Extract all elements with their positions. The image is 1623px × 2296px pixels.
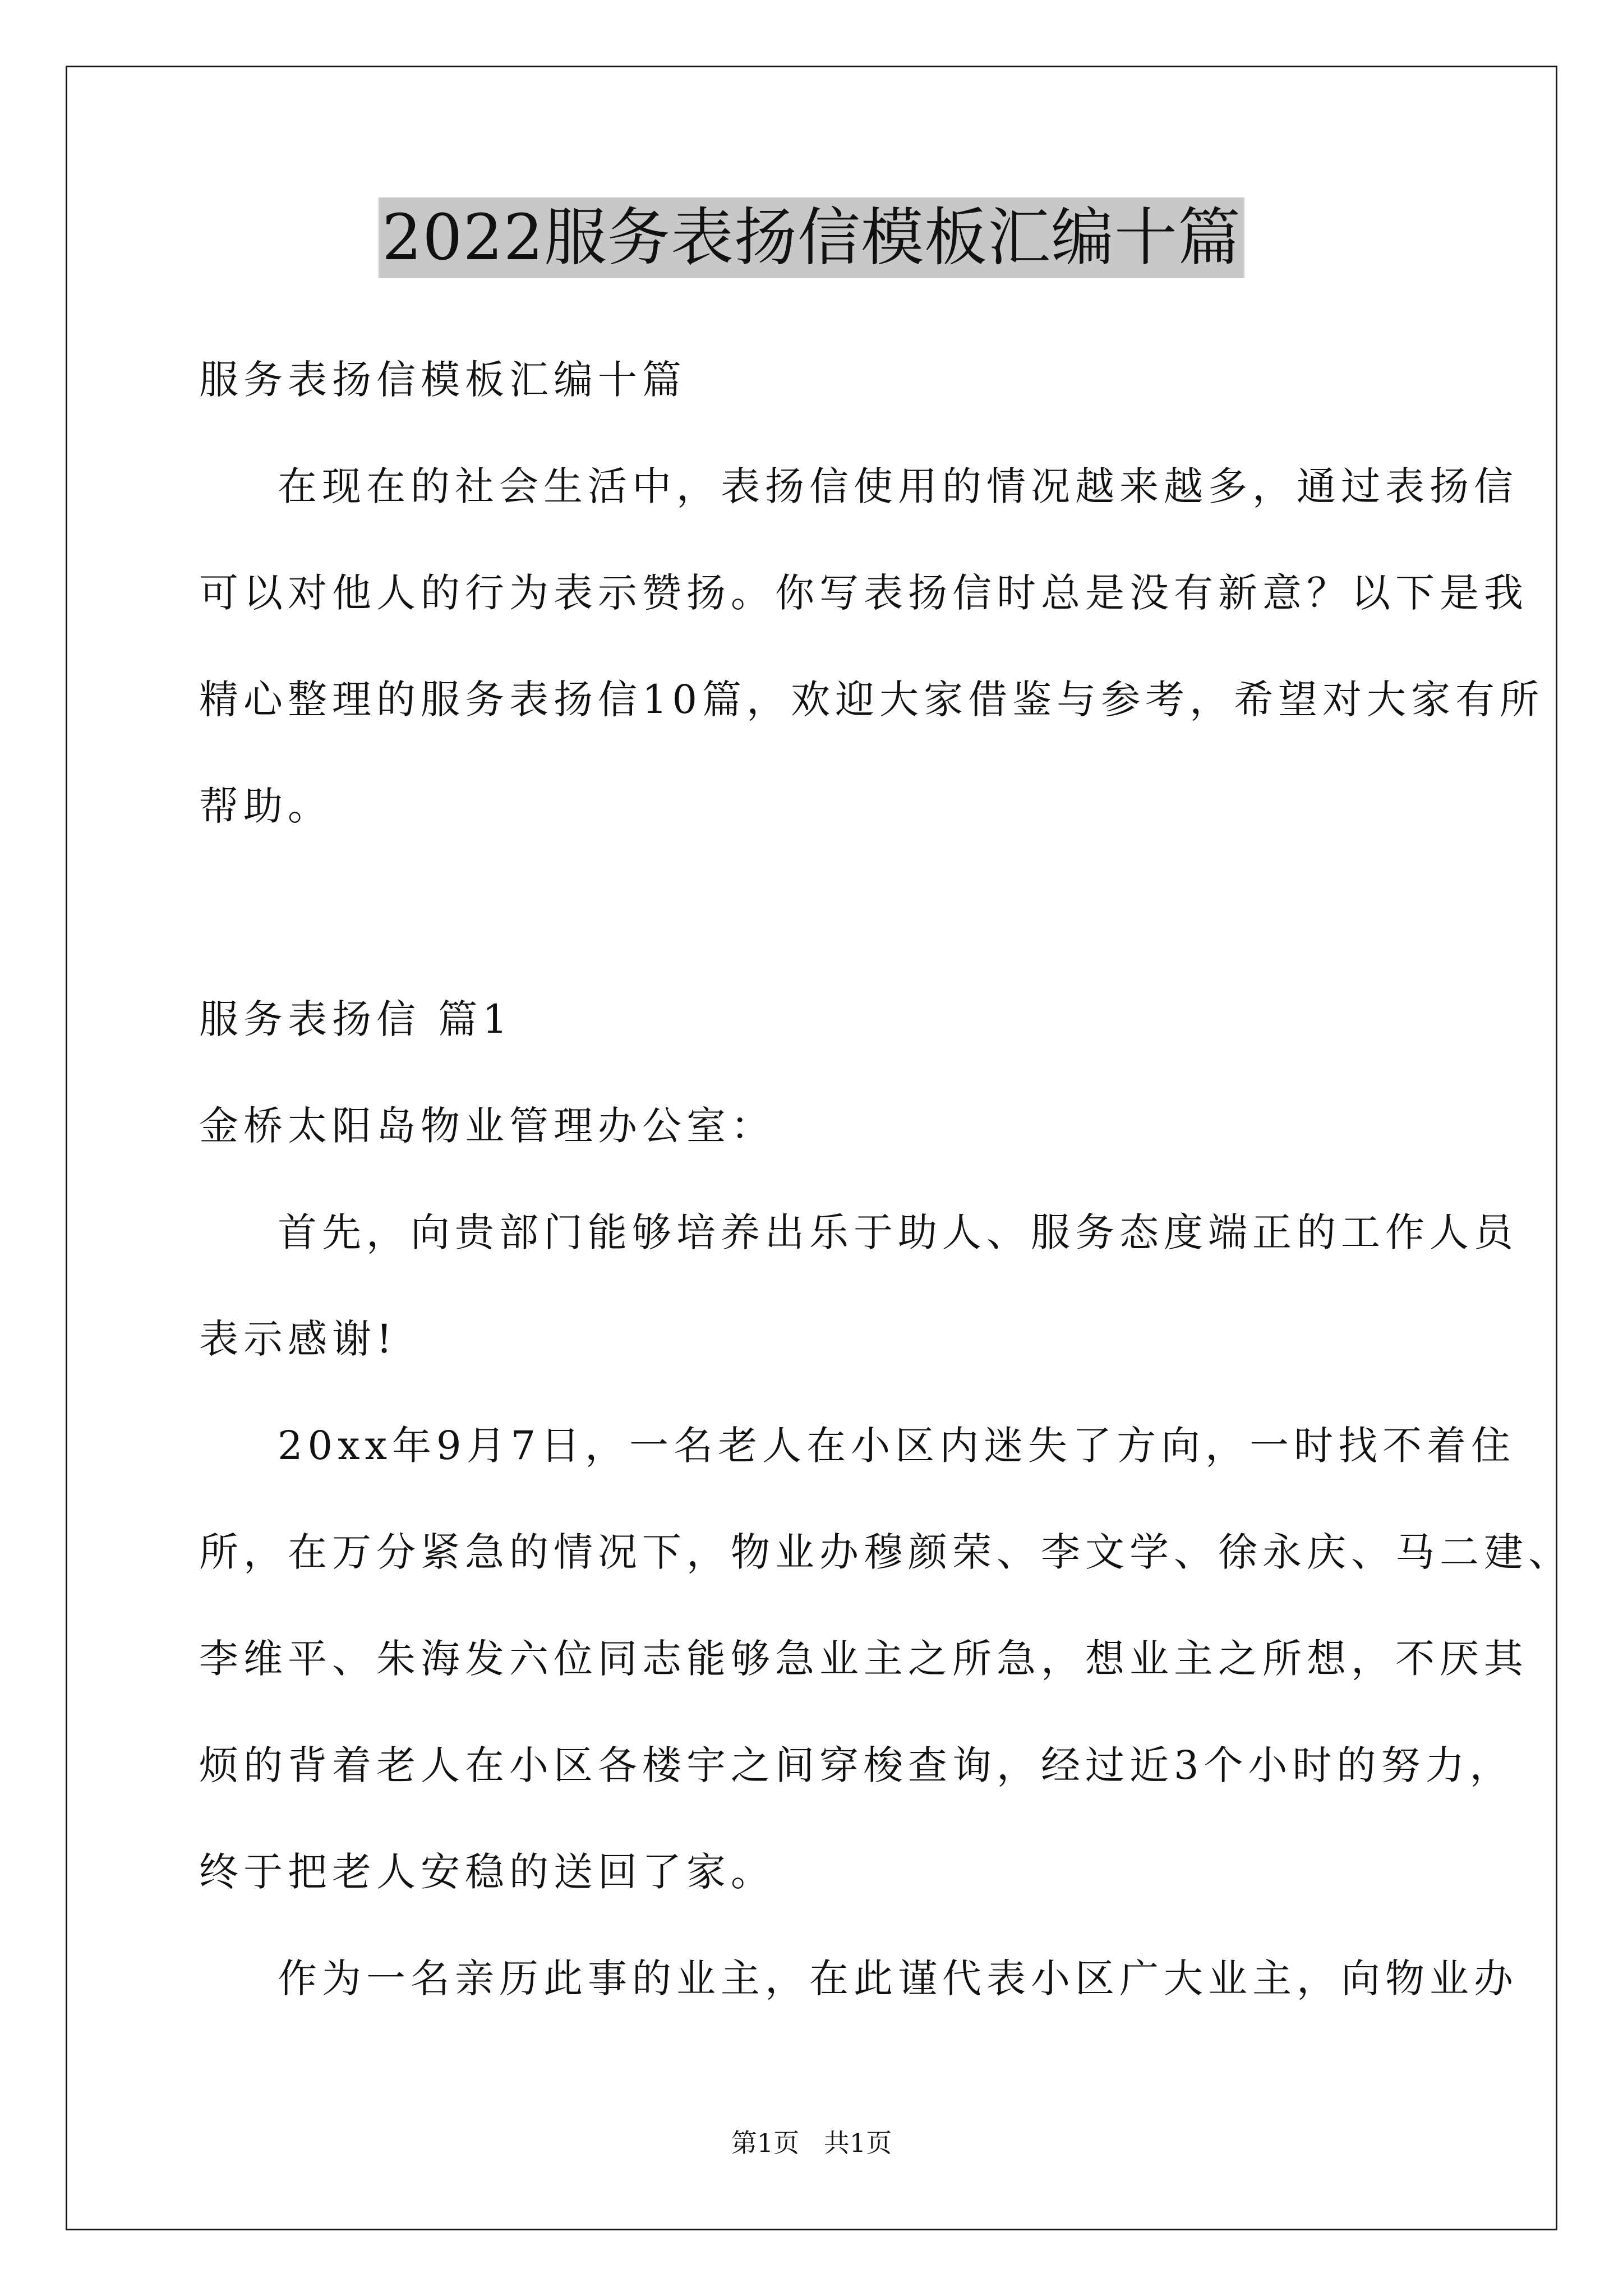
para3-line-1: 作为一名亲历此事的业主，在此谨代表小区广大业主，向物业办 <box>278 1955 1518 2001</box>
para2-line-4: 烦的背着老人在小区各楼宇之间穿梭查询，经过近3个小时的努力， <box>199 1742 1514 1788</box>
document-title: 2022服务表扬信模板汇编十篇 <box>379 197 1244 278</box>
para2-line-3: 李维平、朱海发六位同志能够急业主之所急，想业主之所想，不厌其 <box>199 1636 1528 1682</box>
para2-line-5: 终于把老人安稳的送回了家。 <box>199 1849 775 1895</box>
intro-line-4: 帮助。 <box>199 783 332 829</box>
page-number-footer: 第1页 共1页 <box>731 2128 892 2158</box>
document-subtitle: 服务表扬信模板汇编十篇 <box>199 357 686 403</box>
intro-line-2: 可以对他人的行为表示赞扬。你写表扬信时总是没有新意？以下是我 <box>199 570 1528 616</box>
intro-line-3: 精心整理的服务表扬信10篇，欢迎大家借鉴与参考，希望对大家有所 <box>199 677 1544 723</box>
intro-line-1: 在现在的社会生活中，表扬信使用的情况越来越多，通过表扬信 <box>278 463 1518 509</box>
title-container <box>0 197 1623 278</box>
para1-line-2: 表示感谢! <box>199 1316 398 1362</box>
para2-line-1: 20xx年9月7日，一名老人在小区内迷失了方向，一时找不着住 <box>278 1423 1516 1469</box>
para2-line-2: 所，在万分紧急的情况下，物业办穆颜荣、李文学、徐永庆、马二建、 <box>199 1529 1573 1575</box>
salutation: 金桥太阳岛物业管理办公室： <box>199 1103 775 1149</box>
para1-line-1: 首先，向贵部门能够培养出乐于助人、服务态度端正的工作人员 <box>278 1209 1518 1255</box>
section-heading: 服务表扬信 篇1 <box>199 996 513 1042</box>
